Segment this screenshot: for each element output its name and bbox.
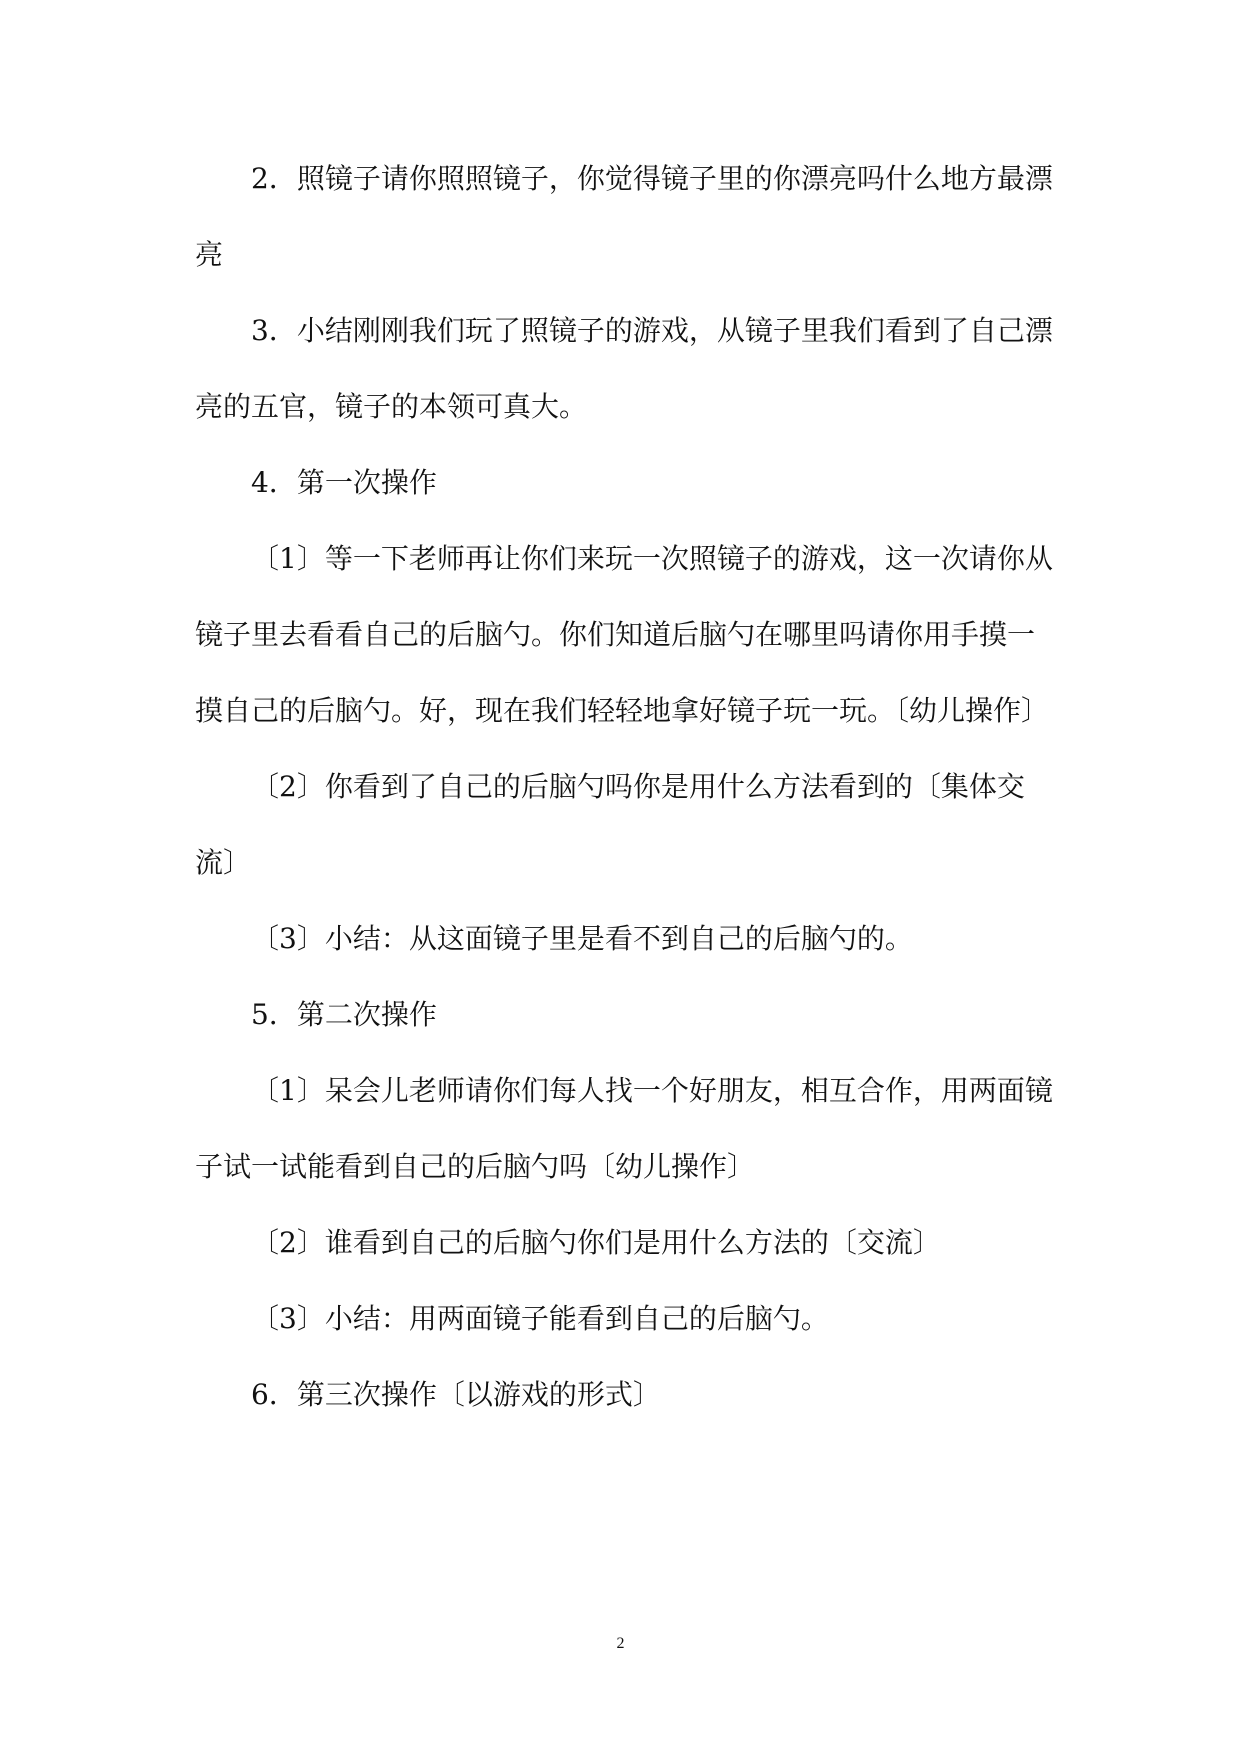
paragraph-first-operation-step-2: 〔2〕你看到了自己的后脑勺吗你是用什么方法看到的〔集体交流〕 [195, 770, 1025, 879]
paragraph-first-operation-step-3: 〔3〕小结：从这面镜子里是看不到自己的后脑勺的。 [251, 922, 913, 955]
paragraph-second-operation-heading: 5．第二次操作 [251, 998, 437, 1031]
paragraph-second-operation-step-1: 〔1〕呆会儿老师请你们每人找一个好朋友，相互合作，用两面镜子试一试能看到自己的后脑勺吗〔幼儿操作〕 [195, 1074, 1053, 1183]
page-number: 2 [616, 1635, 625, 1652]
paragraph-summary-facial-features: 3．小结刚刚我们玩了照镜子的游戏，从镜子里我们看到了自己漂亮的五官，镜子的本领可真大。 [195, 314, 1053, 423]
paragraph-first-operation-heading: 4．第一次操作 [251, 466, 437, 499]
paragraph-second-operation-step-2: 〔2〕谁看到自己的后脑勺你们是用什么方法的〔交流〕 [251, 1226, 941, 1259]
paragraph-first-operation-step-1: 〔1〕等一下老师再让你们来玩一次照镜子的游戏，这一次请你从镜子里去看看自己的后脑勺。你们知道后脑勺在哪里吗请你用手摸一摸自己的后脑勺。好，现在我们轻轻地拿好镜子玩一玩。〔幼儿操作〕 [195, 542, 1053, 727]
paragraph-mirror-question: 2．照镜子请你照照镜子，你觉得镜子里的你漂亮吗什么地方最漂亮 [195, 162, 1053, 271]
paragraph-third-operation-heading: 6．第三次操作〔以游戏的形式〕 [251, 1378, 661, 1411]
page-body [195, 141, 1055, 1433]
paragraph-second-operation-step-3: 〔3〕小结：用两面镜子能看到自己的后脑勺。 [251, 1302, 829, 1335]
